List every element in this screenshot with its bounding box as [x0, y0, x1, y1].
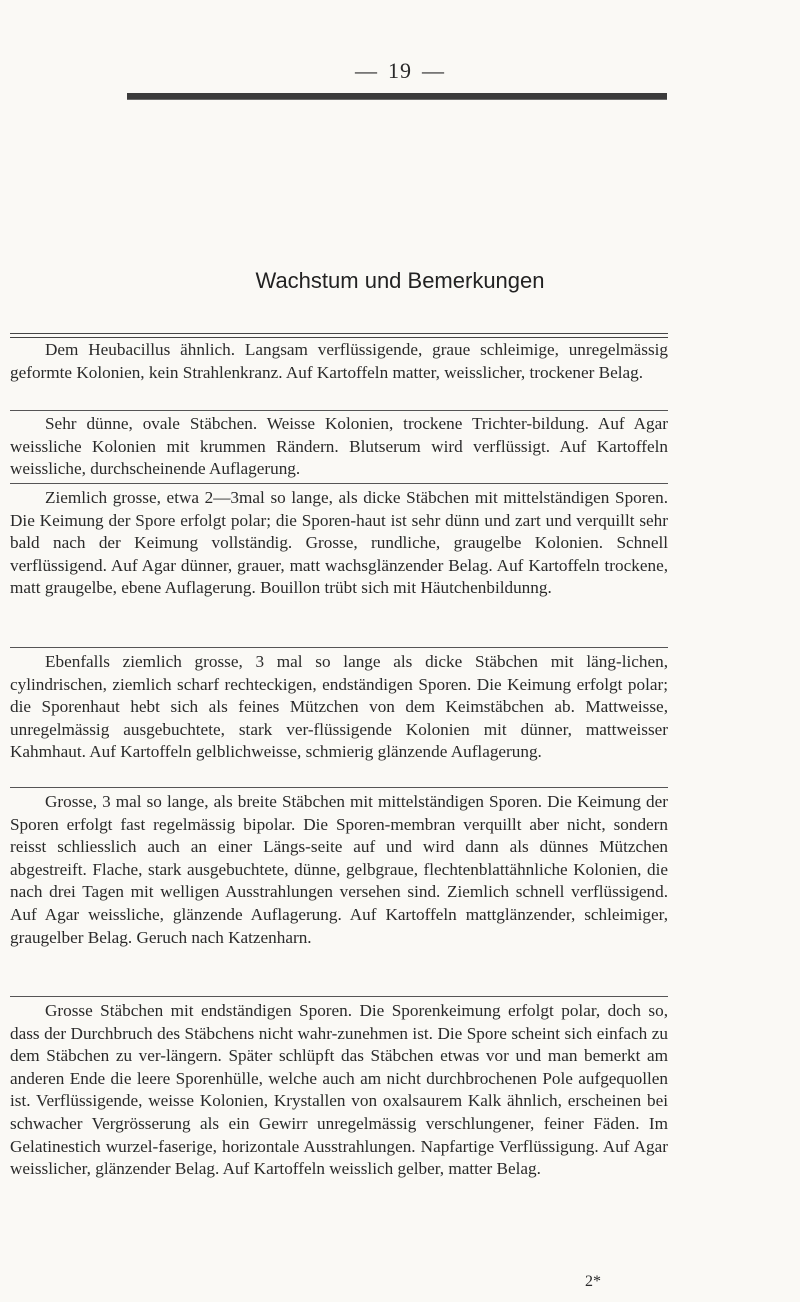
- entry-divider-4: [10, 787, 668, 788]
- entry-1: Dem Heubacillus ähnlich. Langsam verflüssigende, graue schleimige, unregelmässig geformte Kolonien, kein Strahlenkranz. Auf Kartoffeln matter, weisslicher, trockener Belag.: [10, 340, 668, 382]
- page-number-value: 19: [388, 58, 412, 83]
- entry-2: Sehr dünne, ovale Stäbchen. Weisse Kolonien, trockene Trichter-bildung. Auf Agar weissliche Kolonien mit krummen Rändern. Blutserum wird verflüssigt. Auf Kartoffeln weissliche, durchscheinende Auflagerung.: [10, 414, 668, 479]
- entry-4: Ebenfalls ziemlich grosse, 3 mal so lange als dicke Stäbchen mit läng-lichen, cylindrischen, ziemlich scharf rechteckigen, endständigen Sporen. Die Keimung erfolgt polar; die Sporenhaut hebt sich als feines Mützchen von dem Keimstäbchen ab. Mattweisse, unregelmässig ausgebuchtete, stark ver-flüssigende Kolonien mit dünner, mattweisser Kahmhaut. Auf Kartoffeln gelblichweisse, schmierig glänzende Auflagerung.: [10, 652, 668, 762]
- entry-3: Ziemlich grosse, etwa 2—3mal so lange, als dicke Stäbchen mit mittelständigen Sporen. Die Keimung der Spore erfolgt polar; die Sporen-haut ist sehr dünn und zart und verquillt sehr bald nach der Keimung vollständig. Grosse, rundliche, graugelbe Kolonien. Schnell verflüssigend. Auf Agar dünner, grauer, matt wachsglänzender Belag. Auf Kartoffeln trockene, matt graugelbe, ebene Auflagerung. Bouillon trübt sich mit Häutchenbildunng.: [10, 488, 668, 598]
- entry-6: Grosse Stäbchen mit endständigen Sporen. Die Sporenkeimung erfolgt polar, doch so, dass der Durchbruch des Stäbchens nicht wahr-zunehmen ist. Die Spore scheint sich einfach zu dem Stäbchen zu ver-längern. Später schlüpft das Stäbchen etwas vor und man bemerkt am anderen Ende die leere Sporenhülle, welche auch am nicht durchbrochenen Pole aufgequollen ist. Verflüssigende, weisse Kolonien, Krystallen von oxalsaurem Kalk ähnlich, erscheinen bei schwacher Vergrösserung als ein Gewirr unregelmässig verschlungener, feiner Fäden. Im Gelatinestich wurzel-faserige, horizontale Ausstrahlungen. Napfartige Verflüssigung. Auf Agar weisslicher, glänzender Belag. Auf Kartoffeln weisslich gelber, matter Belag.: [10, 1001, 668, 1179]
- page-number-dash-left: —: [355, 58, 378, 83]
- header-rule: [127, 93, 667, 99]
- signature-mark: 2*: [585, 1273, 601, 1290]
- entry-divider-1: [10, 410, 668, 411]
- page-number: [0, 58, 800, 84]
- entry-divider-2: [10, 483, 668, 484]
- entry-5: Grosse, 3 mal so lange, als breite Stäbchen mit mittelständigen Sporen. Die Keimung der Sporen erfolgt fast regelmässig bipolar. Die Sporen-membran verquillt aber nicht, sondern reisst schliesslich auch an einer Längs-seite auf und wird dann als dünnes Mützchen abgestreift. Flache, stark ausgebuchtete, dünne, gelbgraue, flechtenblattähnliche Kolonien, die nach drei Tagen mit welligen Ausstrahlungen versehen sind. Ziemlich schnell verflüssigend. Auf Agar weissliche, glänzende Auflagerung. Auf Kartoffeln mattglänzender, schleimiger, graugelber Belag. Geruch nach Katzenharn.: [10, 792, 668, 947]
- heading-double-rule: [10, 333, 668, 338]
- page-number-dash-right: —: [422, 58, 445, 83]
- entry-divider-3: [10, 647, 668, 648]
- column-heading: Wachstum und Bemerkungen: [255, 268, 545, 293]
- entry-divider-5: [10, 996, 668, 997]
